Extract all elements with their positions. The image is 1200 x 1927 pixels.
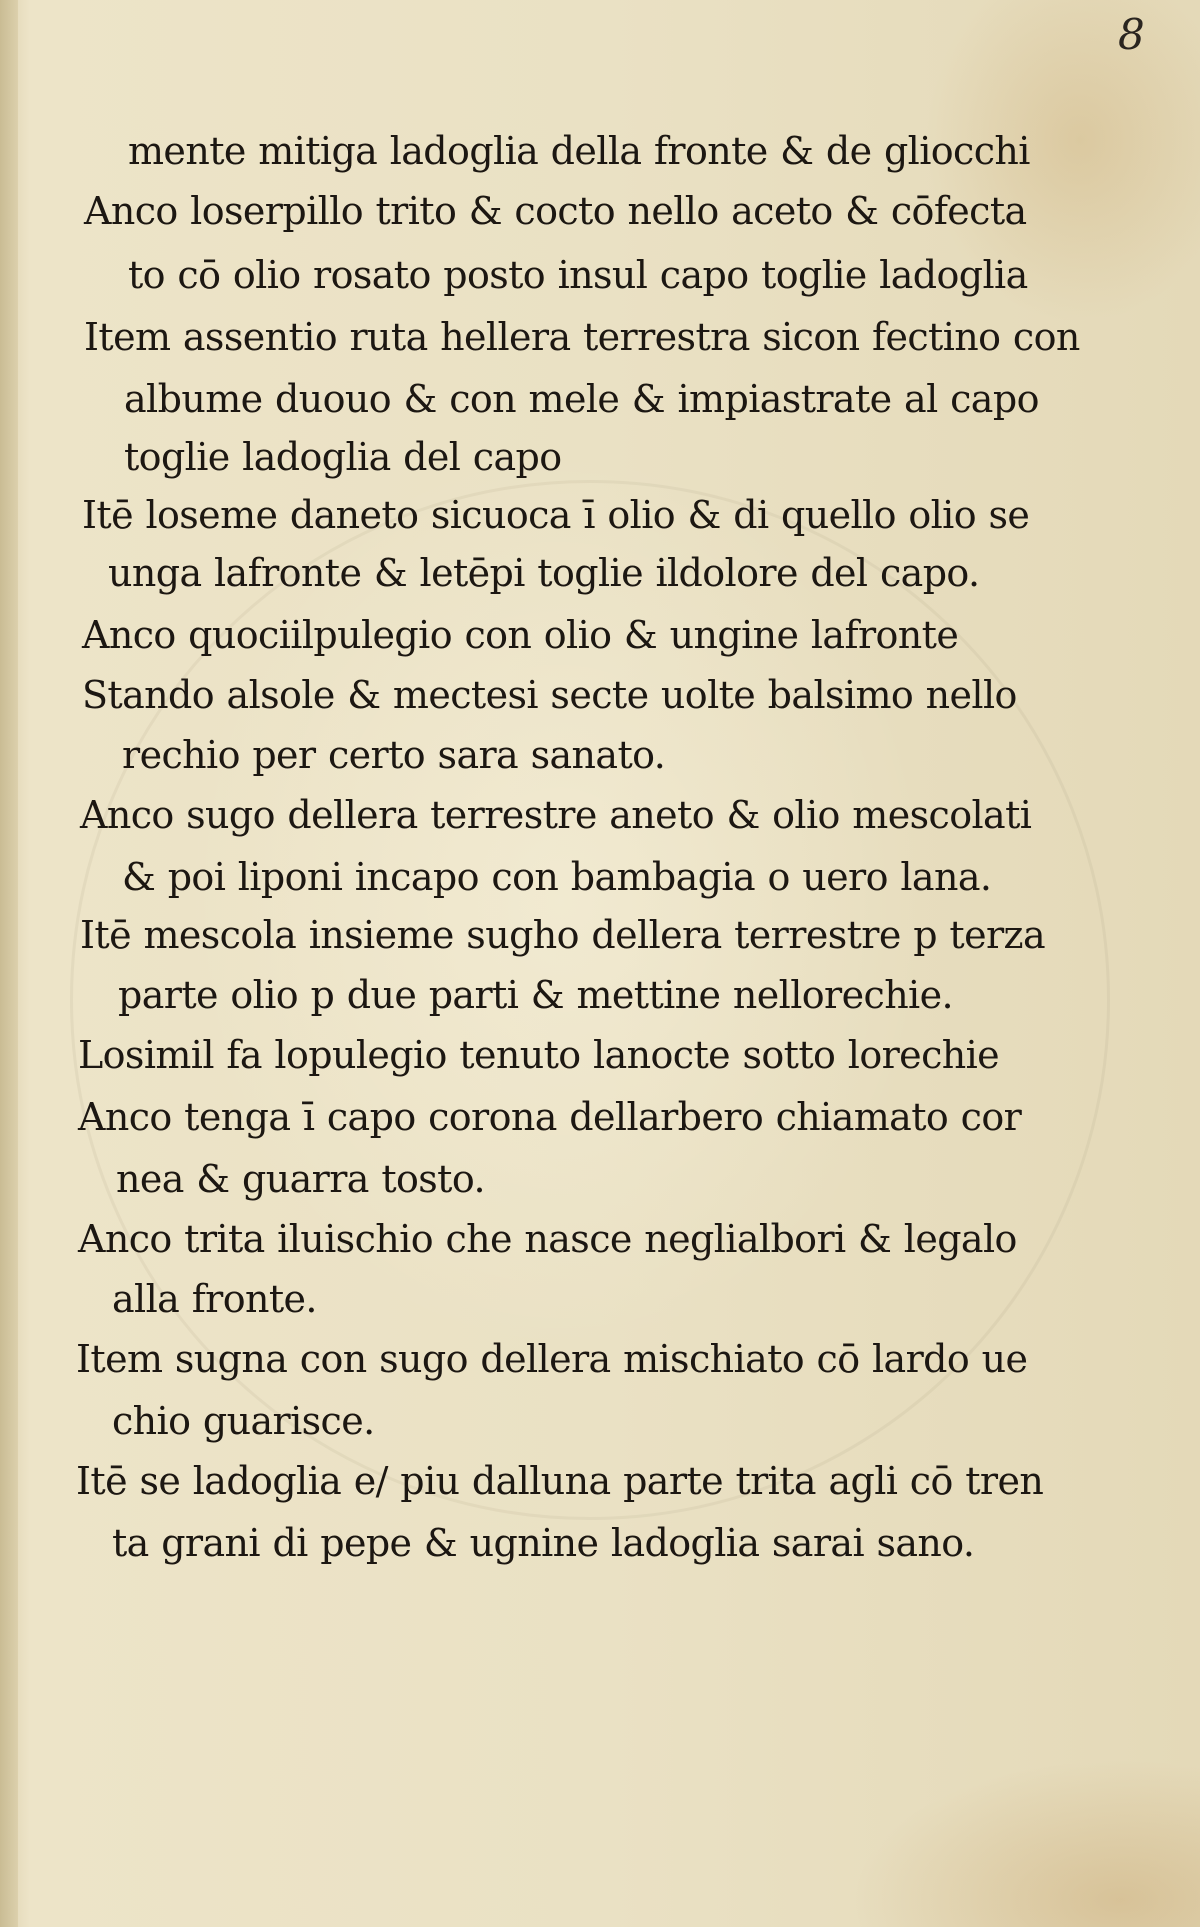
text-line-17: Anco tenga ī capo corona dellarbero chiamato cor [78, 1095, 1022, 1139]
text-line-12: Anco sugo dellera terrestre aneto & olio mescolati [80, 793, 1032, 837]
text-line-8: unga lafronte & letēpi toglie ildolore del capo. [108, 551, 980, 595]
text-line-2: Anco loserpillo trito & cocto nello aceto & cōfecta [84, 189, 1027, 233]
text-line-13: & poi liponi incapo con bambagia o uero lana. [122, 855, 992, 899]
text-line-22: chio guarisce. [112, 1399, 375, 1443]
text-line-4: Item assentio ruta hellera terrestra sicon fectino con [84, 315, 1080, 359]
text-line-5: albume duouo & con mele & impiastrate al capo [124, 377, 1039, 421]
text-line-11: rechio per certo sara sanato. [122, 733, 666, 777]
text-line-20: alla fronte. [112, 1277, 317, 1321]
text-line-24: ta grani di pepe & ugnine ladoglia sarai sano. [112, 1521, 975, 1565]
text-line-3: to cō olio rosato posto insul capo toglie ladoglia [128, 253, 1028, 297]
page-binding-edge [0, 0, 18, 1927]
text-line-16: Losimil fa lopulegio tenuto lanocte sotto lorechie [78, 1033, 1000, 1077]
text-line-1: mente mitiga ladoglia della fronte & de gliocchi [128, 129, 1030, 173]
text-line-23: Itē se ladoglia e/ piu dalluna parte trita agli cō tren [76, 1459, 1044, 1503]
text-line-6: toglie ladoglia del capo [124, 435, 562, 479]
text-line-19: Anco trita iluischio che nasce neglialbori & legalo [78, 1217, 1017, 1261]
text-line-18: nea & guarra tosto. [116, 1157, 485, 1201]
text-line-14: Itē mescola insieme sugho dellera terrestre p terza [80, 913, 1046, 957]
text-line-7: Itē loseme daneto sicuoca ī olio & di quello olio se [82, 493, 1030, 537]
text-line-15: parte olio p due parti & mettine nellorechie. [118, 973, 953, 1017]
text-line-9: Anco quociilpulegio con olio & ungine lafronte [82, 613, 959, 657]
text-line-10: Stando alsole & mectesi secte uolte balsimo nello [82, 673, 1017, 717]
text-line-21: Item sugna con sugo dellera mischiato cō lardo ue [76, 1337, 1028, 1381]
folio-number: 8 [1118, 10, 1145, 59]
